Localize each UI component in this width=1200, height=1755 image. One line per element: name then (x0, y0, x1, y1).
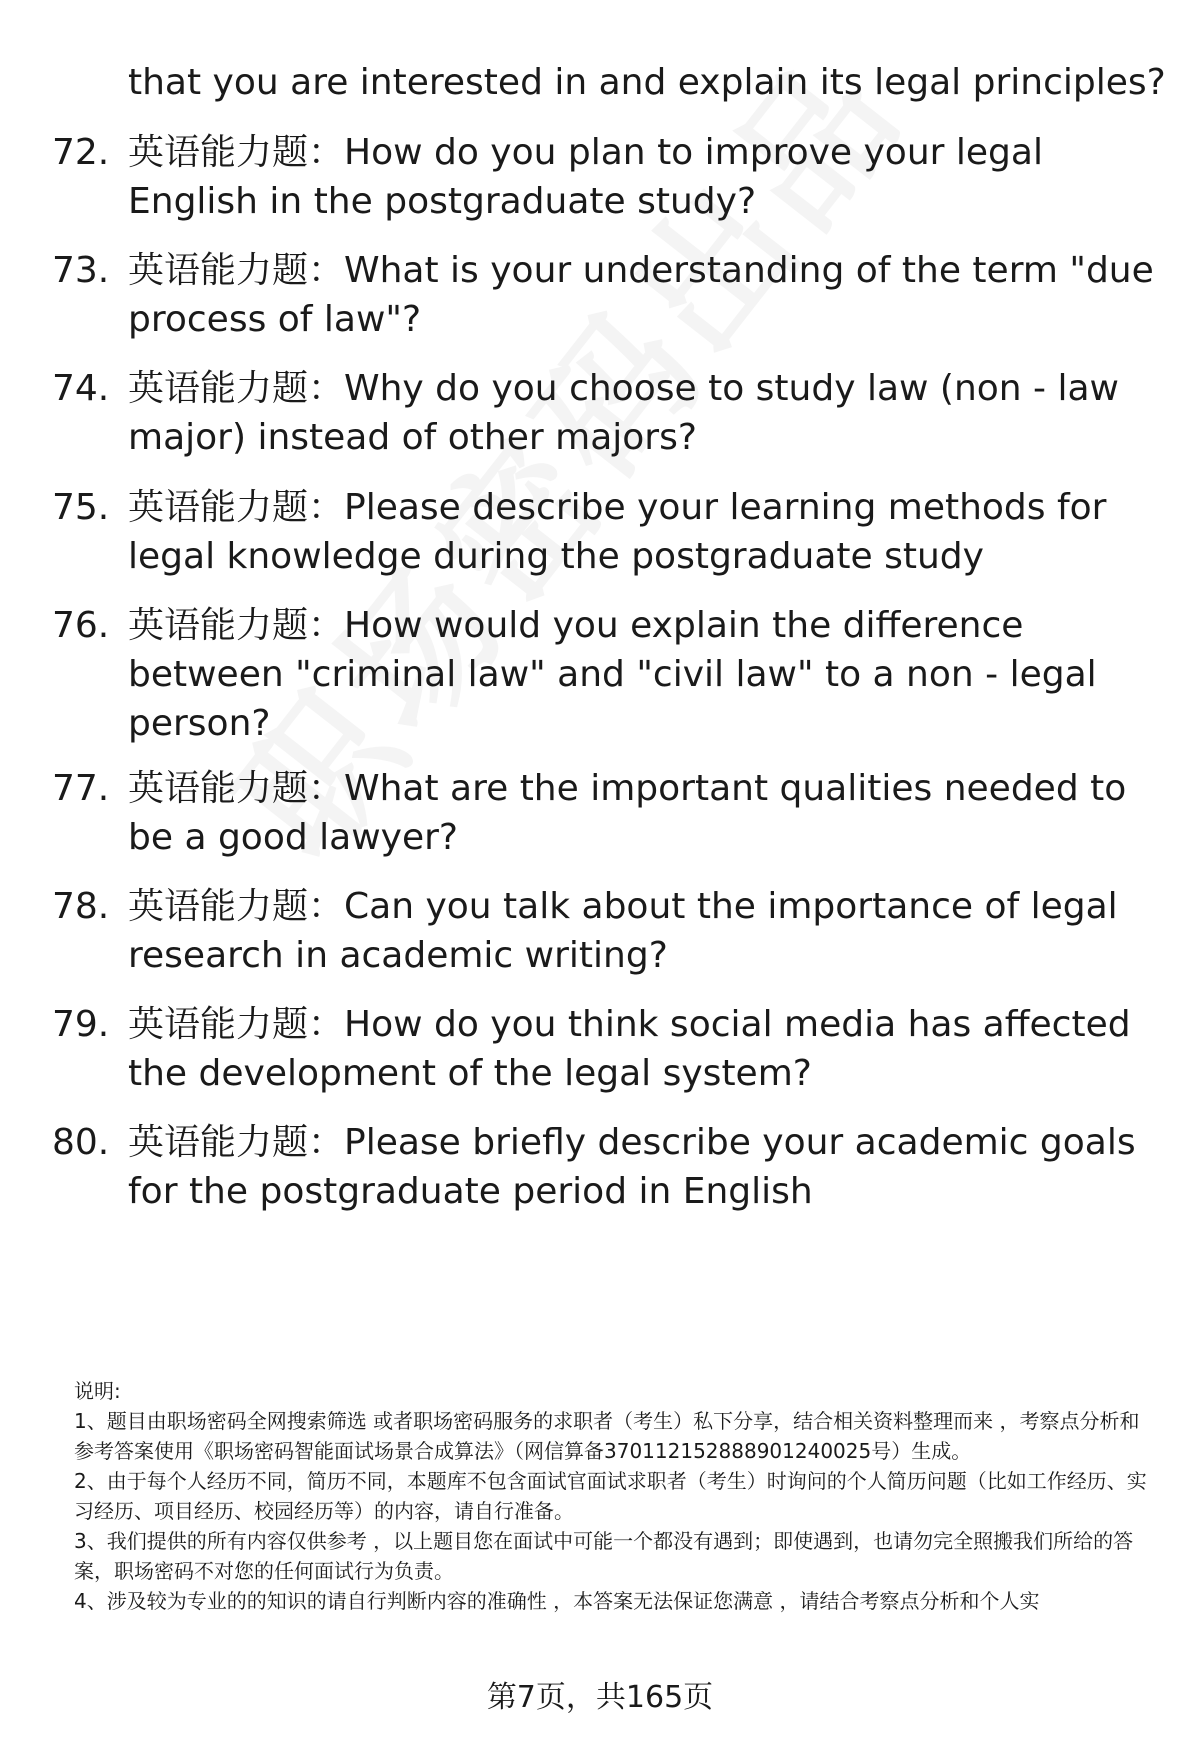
page-number-label: 第7页，共165页 (486, 1680, 714, 1715)
question-item (52, 601, 1162, 748)
question-text: 英语能力题：Please briefly describe your academic goals for the postgraduate period in English (128, 1122, 1136, 1212)
question-number: 72. (52, 132, 110, 173)
question-item (52, 128, 1162, 226)
question-text: 英语能力题：Why do you choose to study law (non - law major) instead of other majors? (128, 368, 1119, 458)
question-text: 英语能力题：What are the important qualities needed to be a good lawyer? (128, 768, 1127, 858)
question-number: 73. (52, 250, 110, 291)
question-item (52, 364, 1162, 462)
question-text: 英语能力题：How do you think social media has affected the development of the legal system? (128, 1004, 1131, 1094)
question-item (52, 246, 1162, 344)
question-number: 76. (52, 605, 110, 646)
question-item (52, 764, 1162, 862)
note-item: 1、题目由职场密码全网搜索筛选 或者职场密码服务的求职者（考生）私下分享，结合相关资料整理而来 ，考察点分析和参考答案使用《职场密码智能面试场景合成算法》（网信算备370112152888901240025号）生成。 (74, 1409, 1140, 1463)
note-item: 2、由于每个人经历不同，简历不同，本题库不包含面试官面试求职者（考生）时询问的个人简历问题（比如工作经历、实习经历、项目经历、校园经历等）的内容，请自行准备。 (74, 1469, 1147, 1523)
question-text: 英语能力题：Please describe your learning methods for legal knowledge during the postgraduate study (128, 487, 1107, 577)
notes-section (74, 1376, 1154, 1616)
note-item: 3、我们提供的所有内容仅供参考 ，以上题目您在面试中可能一个都没有遇到；即使遇到，也请勿完全照搬我们所给的答案，职场密码不对您的任何面试行为负责。 (74, 1529, 1134, 1583)
question-item (52, 882, 1162, 980)
question-item (52, 483, 1162, 581)
question-item (52, 1118, 1162, 1216)
question-text: 英语能力题：How would you explain the difference between "criminal law" and "civil law" to a non - legal person? (128, 605, 1097, 744)
question-number: 80. (52, 1122, 110, 1163)
question-number: 78. (52, 886, 110, 927)
continuation-line: that you are interested in and explain its legal principles? (128, 62, 1166, 103)
question-text: 英语能力题：Can you talk about the importance of legal research in academic writing? (128, 886, 1118, 976)
question-number: 75. (52, 487, 110, 528)
question-number: 79. (52, 1004, 110, 1045)
note-item: 4、涉及较为专业的的知识的请自行判断内容的准确性 ，本答案无法保证您满意 ，请结合考察点分析和个人实 (74, 1589, 1040, 1613)
question-number: 74. (52, 368, 110, 409)
question-number: 77. (52, 768, 110, 809)
question-text: 英语能力题：What is your understanding of the term "due process of law"? (128, 250, 1154, 340)
page-footer (0, 1678, 1200, 1718)
question-text: 英语能力题：How do you plan to improve your legal English in the postgraduate study? (128, 132, 1043, 222)
question-item (52, 1000, 1162, 1098)
notes-heading: 说明: (74, 1379, 121, 1403)
